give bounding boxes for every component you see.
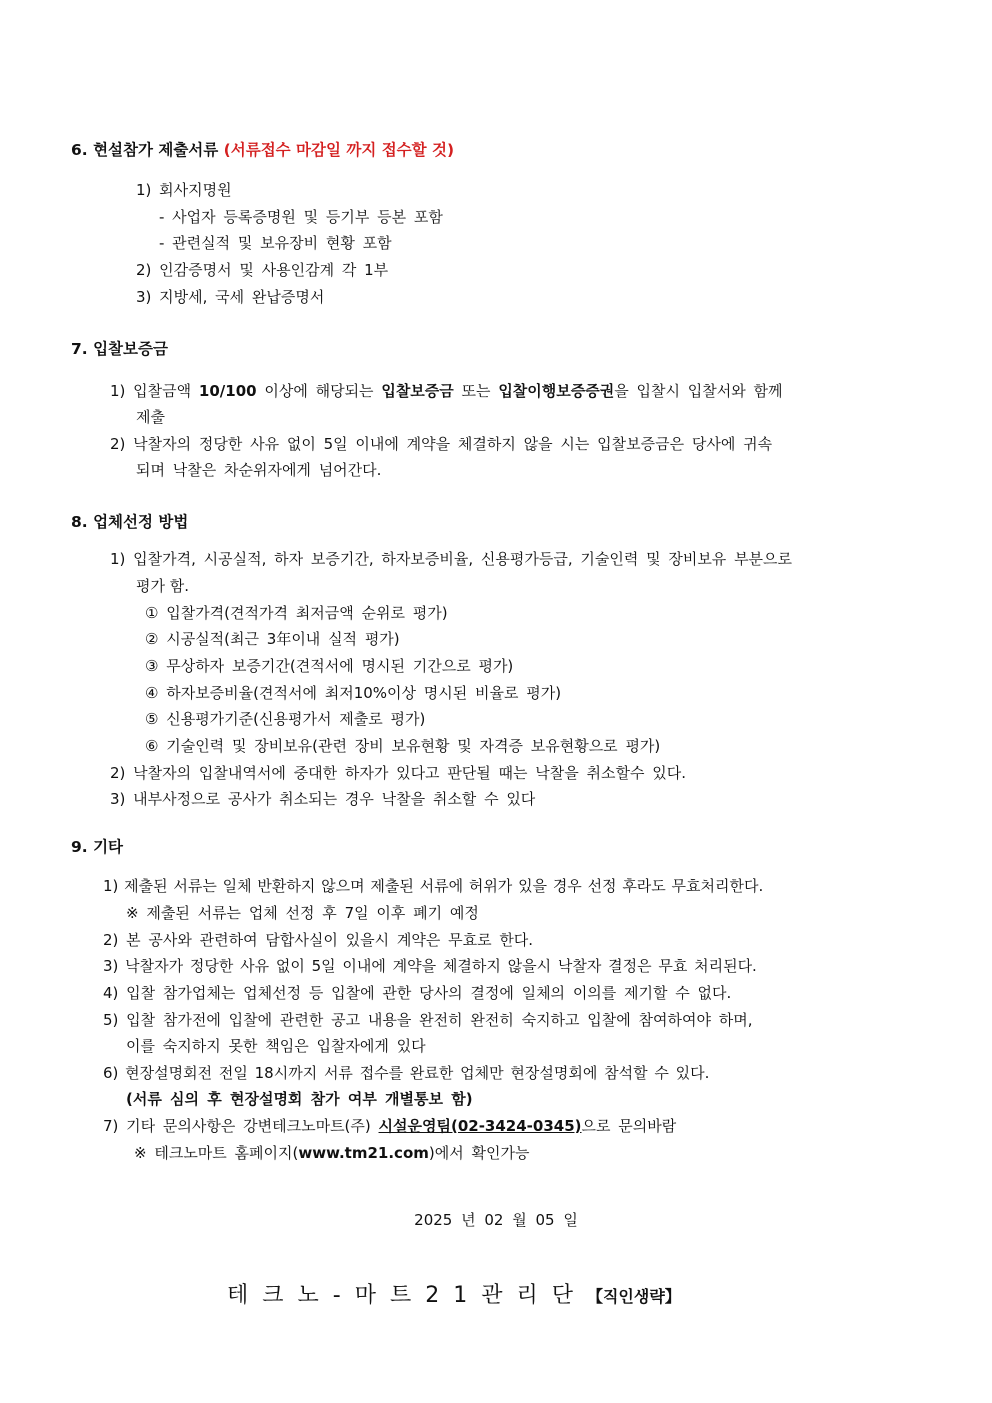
s9-item-7-text-end: 으로 문의바람	[581, 1117, 677, 1135]
document-date: 2025 년 02 월 05 일	[414, 1211, 578, 1229]
s9-item-5: 5) 입찰 참가전에 입찰에 관련한 공고 내용을 완전히 완전히 숙지하고 입찰에 참여하여야 하며,	[103, 1011, 753, 1029]
s7-item-1-cont: 제출	[136, 408, 165, 426]
s8-item-3: 3) 내부사정으로 공사가 취소되는 경우 낙찰을 취소할 수 있다	[110, 790, 536, 808]
s6-item-1-sub-2: - 관련실적 및 보유장비 현황 포함	[159, 234, 392, 252]
s7-item-1-text-3: 또는	[453, 382, 499, 400]
s9-item-5-cont: 이를 숙지하지 못한 책임은 입찰자에게 있다	[126, 1037, 426, 1055]
s8-item-1: 1) 입찰가격, 시공실적, 하자 보증기간, 하자보증비율, 신용평가등급, 기술인력 및 장비보유 부분으로	[110, 550, 793, 568]
section-9-title: 9. 기타	[71, 838, 124, 856]
s6-item-1-sub-1: - 사업자 등록증명원 및 등기부 등본 포함	[159, 208, 443, 226]
signature-line	[227, 1278, 681, 1309]
section-7-title: 7. 입찰보증금	[71, 340, 168, 358]
s7-item-1-text: 1) 입찰금액	[110, 382, 199, 400]
s8-sub-6: ⑥ 기술인력 및 장비보유(관련 장비 보유현황 및 자격증 보유현황으로 평가)	[145, 737, 661, 755]
s8-sub-5: ⑤ 신용평가기준(신용평가서 제출로 평가)	[145, 710, 426, 728]
homepage-link[interactable]: www.tm21.com	[298, 1144, 429, 1162]
s8-item-1-cont: 평가 함.	[136, 577, 190, 595]
s8-sub-4: ④ 하자보증비율(견적서에 최저10%이상 명시된 비율로 평가)	[145, 684, 562, 702]
s7-performance-bond: 입찰이행보증증권	[498, 382, 615, 400]
contact-team-phone: 시설운영팀(02-3424-0345)	[378, 1117, 582, 1135]
seal-omitted-note: 【직인생략】	[586, 1287, 681, 1306]
s8-sub-3: ③ 무상하자 보증기간(견적서에 명시된 기간으로 평가)	[145, 657, 514, 675]
section-8-title: 8. 업체선정 방법	[71, 513, 189, 531]
s7-bid-bond: 입찰보증금	[381, 382, 454, 400]
homepage-note-end: )에서 확인가능	[428, 1144, 530, 1162]
s8-sub-1: ① 입찰가격(견적가격 최저금액 순위로 평가)	[145, 604, 448, 622]
s9-item-6: 6) 현장설명회전 전일 18시까지 서류 접수를 완료한 업체만 현장설명회에 참석할 수 있다.	[103, 1064, 710, 1082]
s8-item-2: 2) 낙찰자의 입찰내역서에 중대한 하자가 있다고 판단될 때는 낙찰을 취소할수 있다.	[110, 764, 687, 782]
s9-item-3: 3) 낙찰자가 정당한 사유 없이 5일 이내에 계약을 체결하지 않을시 낙찰자 결정은 무효 처리된다.	[103, 957, 757, 975]
s9-item-7-note	[134, 1143, 529, 1163]
section-6-deadline-note: (서류접수 마감일 까지 접수할 것)	[223, 141, 455, 159]
section-6-heading	[71, 140, 454, 160]
s9-item-7	[103, 1116, 676, 1136]
s7-item-1-text-2: 이상에 해당되는	[256, 382, 382, 400]
s8-sub-2: ② 시공실적(최근 3年이내 실적 평가)	[145, 630, 400, 648]
s9-item-6-note: (서류 심의 후 현장설명회 참가 여부 개별통보 함)	[126, 1090, 473, 1108]
s6-item-3: 3) 지방세, 국세 완납증명서	[136, 288, 325, 306]
s7-amount-ratio: 10/100	[198, 382, 257, 400]
s9-item-1-note: ※ 제출된 서류는 업체 선정 후 7일 이후 폐기 예정	[126, 904, 479, 922]
section-6-title: 6. 현설참가 제출서류	[71, 141, 219, 159]
s7-item-1-text-4: 을 입찰시 입찰서와 함께	[614, 382, 783, 400]
s7-item-2: 2) 낙찰자의 정당한 사유 없이 5일 이내에 계약을 체결하지 않을 시는 입찰보증금은 당사에 귀속	[110, 435, 773, 453]
s6-item-2: 2) 인감증명서 및 사용인감계 각 1부	[136, 261, 389, 279]
organization-name: 테크노-마트21관리단	[227, 1283, 587, 1308]
homepage-note-text: ※ 테크노마트 홈페이지(	[134, 1144, 299, 1162]
s6-item-1: 1) 회사지명원	[136, 181, 232, 199]
s9-item-4: 4) 입찰 참가업체는 업체선정 등 입찰에 관한 당사의 결정에 일체의 이의를 제기할 수 없다.	[103, 984, 732, 1002]
s7-item-1	[110, 381, 782, 401]
s9-item-7-text: 7) 기타 문의사항은 강변테크노마트(주)	[103, 1117, 379, 1135]
s9-item-2: 2) 본 공사와 관련하여 담합사실이 있을시 계약은 무효로 한다.	[103, 931, 534, 949]
s9-item-1: 1) 제출된 서류는 일체 반환하지 않으며 제출된 서류에 허위가 있을 경우 선정 후라도 무효처리한다.	[103, 877, 764, 895]
s7-item-2-cont: 되며 낙찰은 차순위자에게 넘어간다.	[136, 461, 382, 479]
